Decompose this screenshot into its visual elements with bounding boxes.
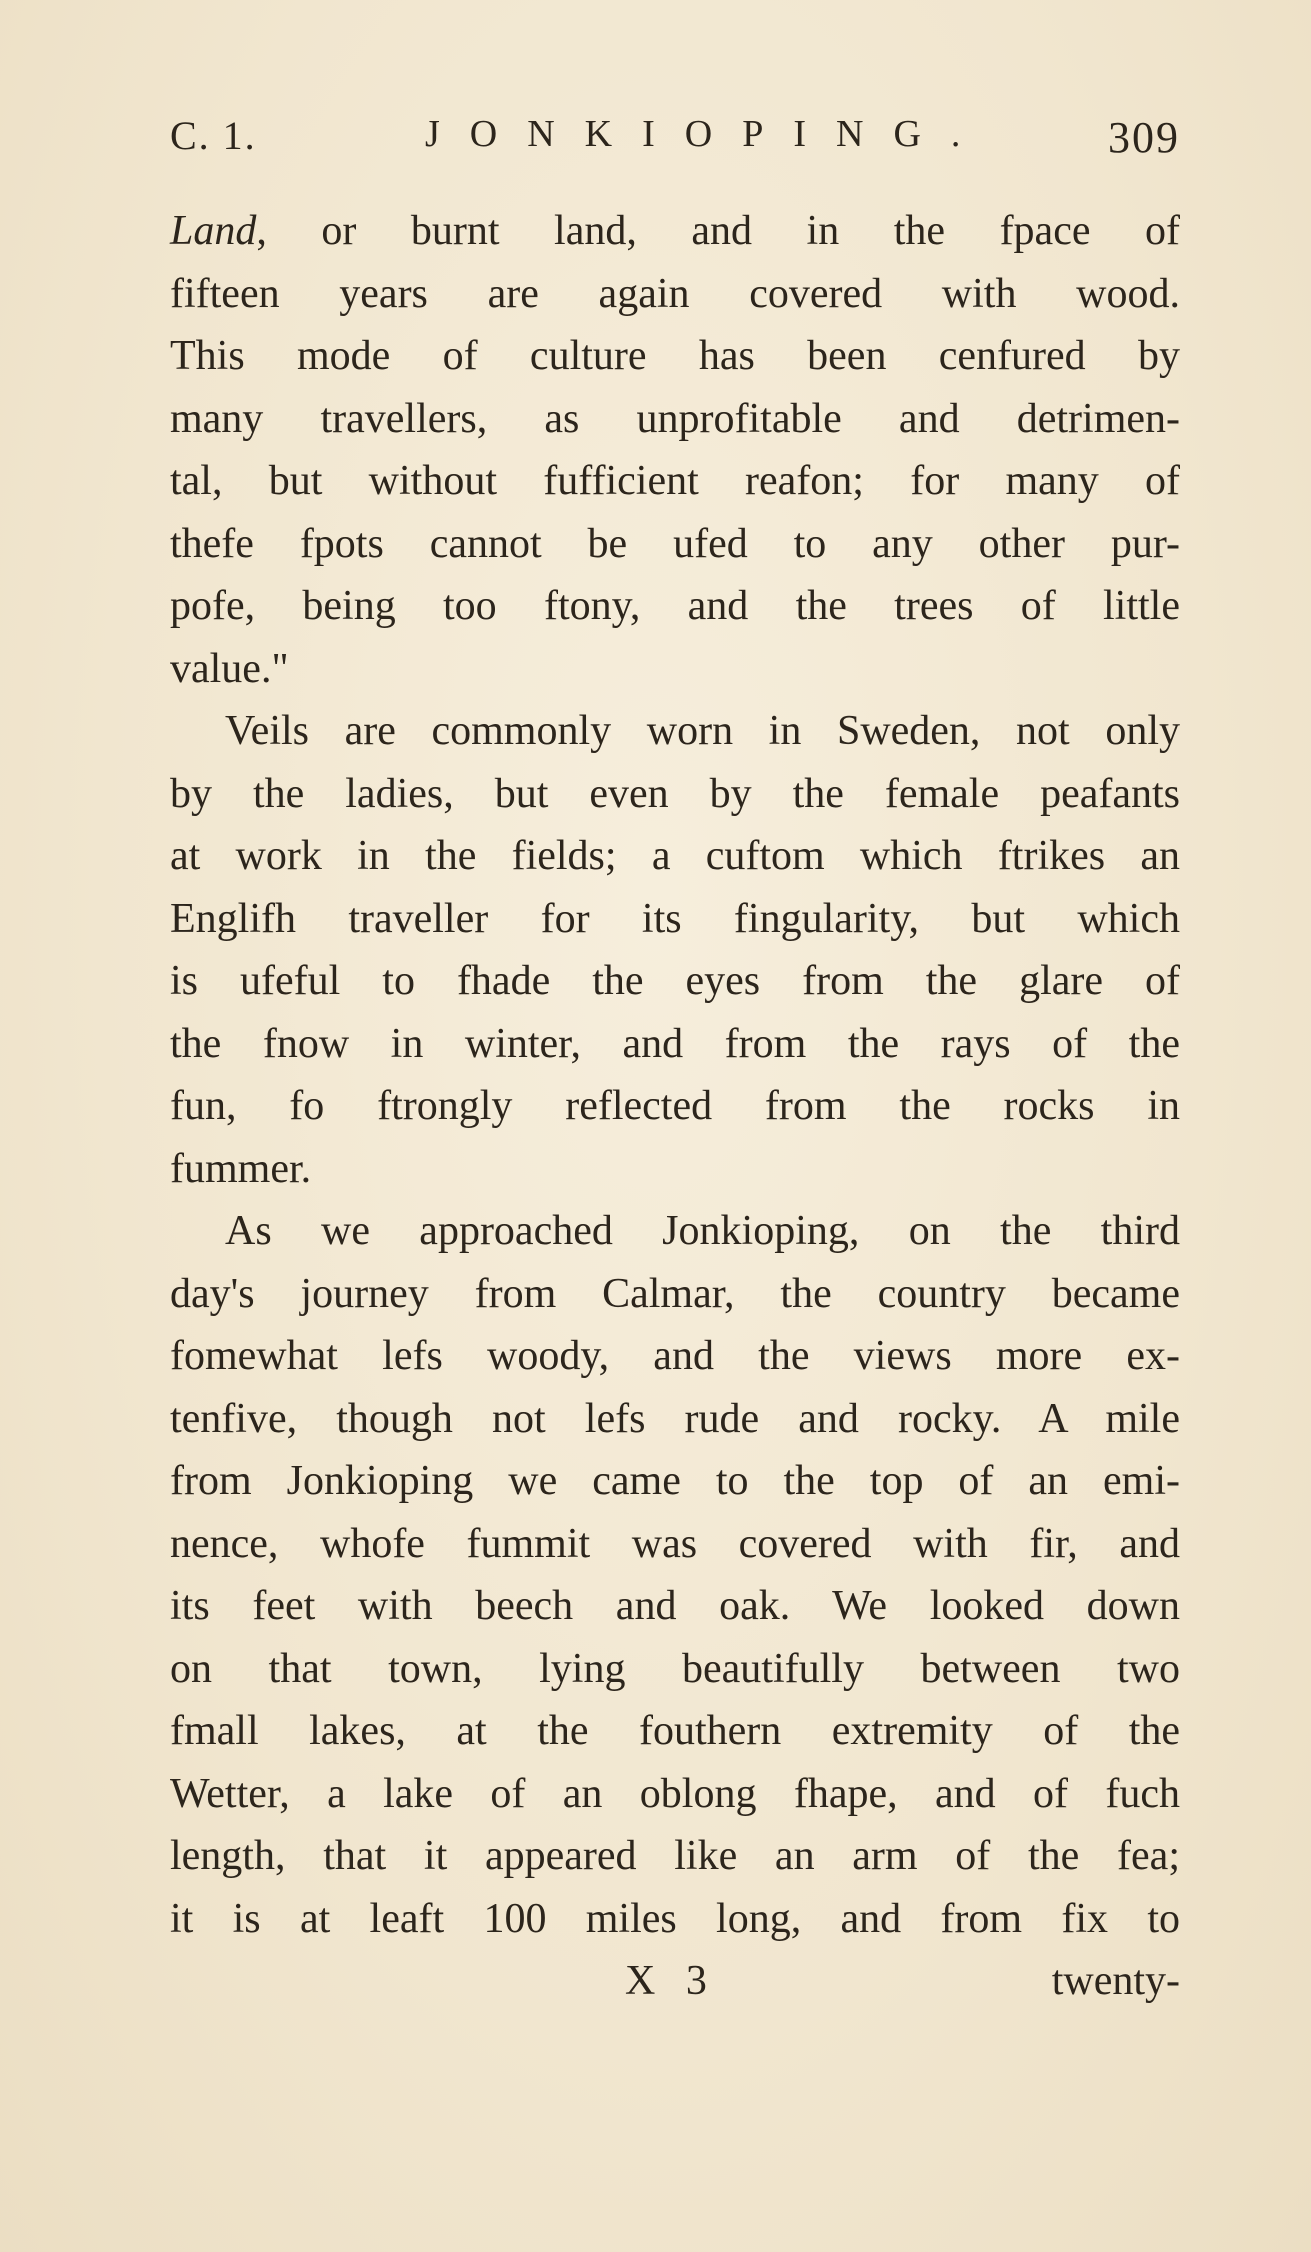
text-line: day's journey from Calmar, the country became (170, 1270, 1180, 1317)
signature-mark: X 3 (625, 1958, 717, 2004)
text-line: fmall lakes, at the fouthern extremity of the (170, 1708, 1180, 1754)
text-line: by the ladies, but even by the female peafants (170, 770, 1180, 817)
chapter-ref: C. 1. (170, 113, 257, 158)
text-line: thefe fpots cannot be ufed to any other pur- (170, 520, 1180, 567)
text-line: fomewhat lefs woody, and the views more ex- (170, 1333, 1180, 1379)
text-line: at work in the fields; a cuftom which ftrikes an (170, 833, 1180, 879)
text-line: it is at leaft 100 miles long, and from fix to (170, 1895, 1180, 1942)
text-line: tal, but without fufficient reafon; for many of (170, 458, 1180, 504)
text-line: the fnow in winter, and from the rays of the (170, 1020, 1180, 1067)
text-line: fummer. (170, 1145, 312, 1192)
text-line: from Jonkioping we came to the top of an emi- (170, 1458, 1180, 1504)
running-header (170, 112, 1180, 172)
text-line: Wetter, a lake of an oblong fhape, and of fuch (170, 1770, 1180, 1817)
catchword: twenty- (1051, 1958, 1180, 2004)
body-text (170, 200, 1180, 2013)
text-line: its feet with beech and oak. We looked down (170, 1583, 1180, 1629)
text-line: As we approached Jonkioping, on the third (225, 1208, 1180, 1254)
text-line: Veils are commonly worn in Sweden, not only (225, 708, 1180, 754)
text-line: many travellers, as unprofitable and detrimen- (170, 395, 1180, 442)
text-line: Land, or burnt land, and in the fpace of (170, 208, 1180, 254)
text-line: nence, whofe fummit was covered with fir, and (170, 1520, 1180, 1567)
page-footer (170, 1950, 1180, 2013)
text-line: fifteen years are again covered with wood. (170, 270, 1180, 317)
text-line: is ufeful to fhade the eyes from the glare of (170, 958, 1180, 1004)
text-line: Englifh traveller for its fingularity, but which (170, 895, 1180, 942)
page-number: 309 (1108, 113, 1180, 162)
text-line: pofe, being too ftony, and the trees of little (170, 583, 1180, 629)
text-line: value." (170, 645, 289, 692)
text-line: fun, fo ftrongly reflected from the rocks in (170, 1083, 1180, 1129)
running-title: JONKIOPING. (425, 113, 991, 155)
text-line: on that town, lying beautifully between two (170, 1645, 1180, 1692)
text-line: tenfive, though not lefs rude and rocky. A mile (170, 1395, 1180, 1442)
text-line: This mode of culture has been cenfured by (170, 333, 1180, 379)
text-line: length, that it appeared like an arm of the fea; (170, 1833, 1180, 1879)
